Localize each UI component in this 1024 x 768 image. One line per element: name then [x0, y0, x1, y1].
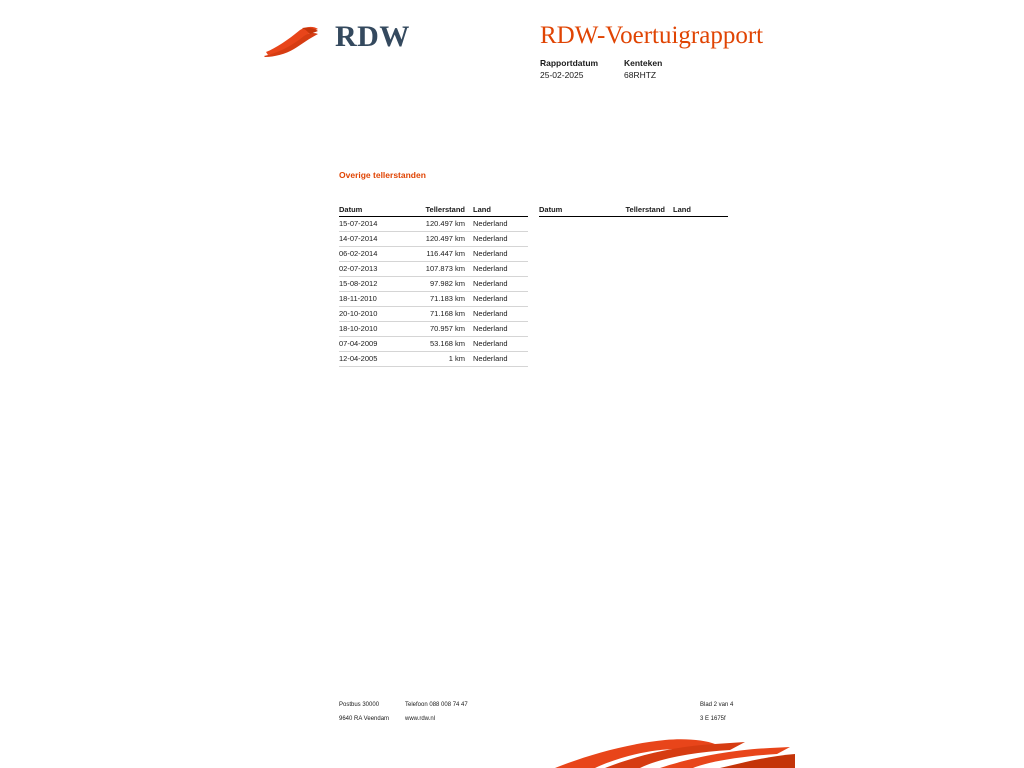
meta-plate-value: 68RHTZ: [624, 70, 657, 80]
rdw-logo: [262, 20, 410, 60]
cell-tellerstand: 53.168 km: [399, 337, 473, 352]
cell-tellerstand: 1 km: [399, 352, 473, 367]
cell-tellerstand: 107.873 km: [399, 262, 473, 277]
cell-tellerstand: 120.497 km: [399, 217, 473, 232]
meta-report-date: [540, 57, 624, 81]
table-row: [339, 307, 528, 322]
cell-tellerstand: 120.497 km: [399, 232, 473, 247]
cell-land: Nederland: [473, 277, 528, 292]
cell-land: Nederland: [473, 217, 528, 232]
rdw-swoosh-icon: [262, 26, 332, 58]
cell-datum: 15-07-2014: [339, 217, 399, 232]
cell-datum: 12-04-2005: [339, 352, 399, 367]
table-header-row: [539, 205, 728, 217]
cell-datum: 06-02-2014: [339, 247, 399, 262]
cell-land: Nederland: [473, 262, 528, 277]
section-title-overige-tellerstanden: Overige tellerstanden: [339, 170, 426, 180]
footer-address-line1: Postbus 30000: [339, 702, 380, 708]
counter-readings-table-left: [339, 205, 528, 367]
table-row: [339, 217, 528, 232]
cell-tellerstand: 71.183 km: [399, 292, 473, 307]
cell-datum: 20-10-2010: [339, 307, 399, 322]
table-row: [339, 322, 528, 337]
cell-land: Nederland: [473, 247, 528, 262]
table-row: [339, 277, 528, 292]
table-row: [339, 337, 528, 352]
cell-tellerstand: 97.982 km: [399, 277, 473, 292]
footer-left: [339, 702, 739, 730]
table-row: [339, 292, 528, 307]
column-header-land: Land: [673, 205, 728, 217]
cell-land: Nederland: [473, 232, 528, 247]
cell-datum: 18-11-2010: [339, 292, 399, 307]
table-row: [339, 352, 528, 367]
counter-readings-table-right: [539, 205, 728, 217]
cell-land: Nederland: [473, 352, 528, 367]
footer-doc-code: 3 E 1675f: [700, 716, 726, 722]
table-header-row: [339, 205, 528, 217]
report-meta: [540, 57, 662, 81]
page-title: RDW-Voertuigrapport: [540, 22, 764, 49]
cell-tellerstand: 70.957 km: [399, 322, 473, 337]
table-row: [339, 247, 528, 262]
cell-land: Nederland: [473, 337, 528, 352]
cell-datum: 14-07-2014: [339, 232, 399, 247]
footer-page-info: Blad 2 van 4: [700, 702, 734, 708]
cell-tellerstand: 116.447 km: [399, 247, 473, 262]
table-row: [339, 262, 528, 277]
cell-datum: 18-10-2010: [339, 322, 399, 337]
meta-report-date-value: 25-02-2025: [540, 70, 584, 80]
table-row: [339, 232, 528, 247]
column-header-datum: Datum: [539, 205, 599, 217]
column-header-land: Land: [473, 205, 528, 217]
column-header-tellerstand: Tellerstand: [599, 205, 673, 217]
meta-report-date-label: Rapportdatum: [540, 58, 599, 68]
cell-datum: 15-08-2012: [339, 277, 399, 292]
footer-right: [700, 702, 900, 730]
rdw-logo-text: RDW: [335, 20, 410, 53]
column-header-tellerstand: Tellerstand: [399, 205, 473, 217]
cell-land: Nederland: [473, 292, 528, 307]
footer-address-line2: 9640 RA Veendam: [339, 716, 390, 722]
cell-land: Nederland: [473, 322, 528, 337]
footer-website[interactable]: www.rdw.nl: [405, 716, 436, 722]
column-header-datum: Datum: [339, 205, 399, 217]
footer-phone: Telefoon 088 008 74 47: [405, 702, 468, 708]
meta-plate-label: Kenteken: [624, 58, 663, 68]
cell-datum: 07-04-2009: [339, 337, 399, 352]
cell-datum: 02-07-2013: [339, 262, 399, 277]
meta-plate: [624, 57, 662, 81]
cell-tellerstand: 71.168 km: [399, 307, 473, 322]
rdw-bottom-swoosh-icon: [545, 738, 795, 768]
cell-land: Nederland: [473, 307, 528, 322]
